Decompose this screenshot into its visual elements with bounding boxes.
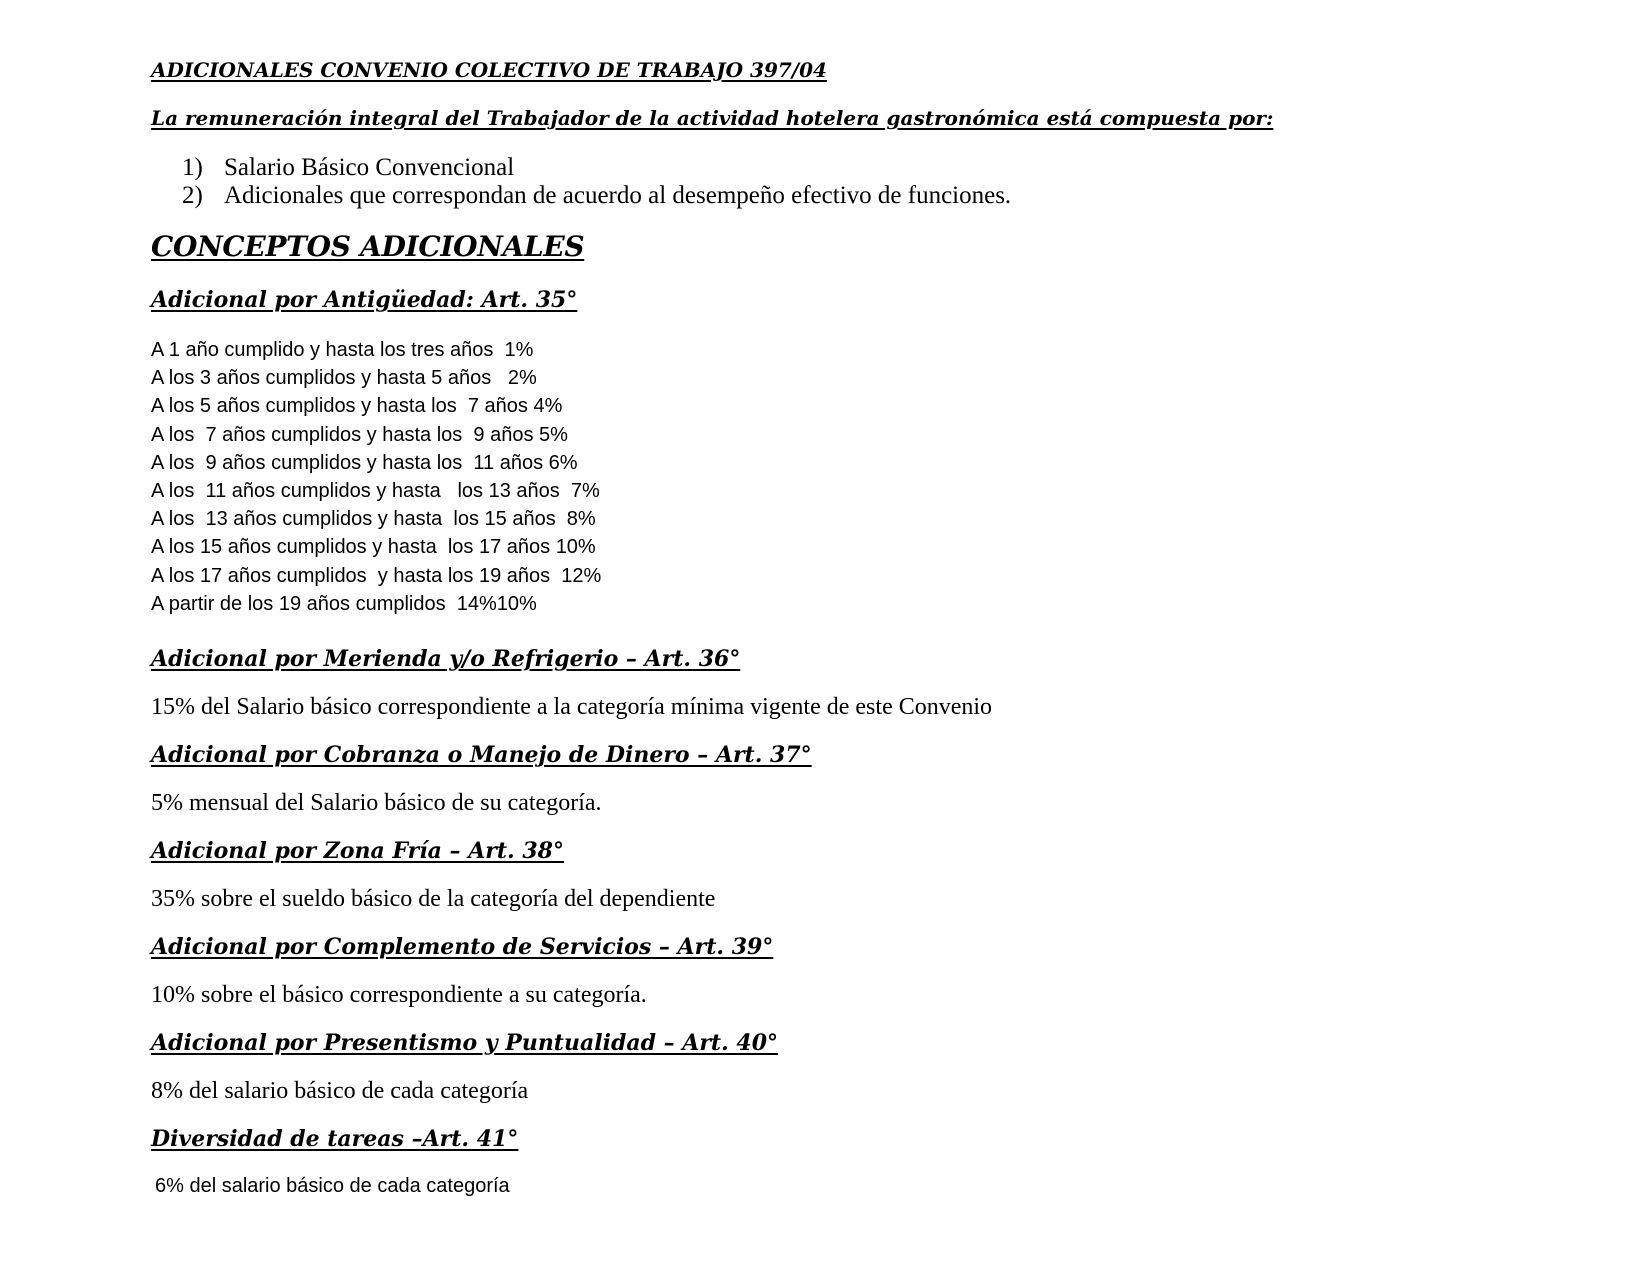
diversidad-text: 6% del salario básico de cada categoría xyxy=(155,1175,510,1197)
list-item: A 1 año cumplido y hasta los tres años 1% xyxy=(151,339,534,361)
presentismo-text: 8% del salario básico de cada categoría xyxy=(151,1078,529,1104)
merienda-text: 15% del Salario básico correspondiente a la categoría mínima vigente de este Convenio xyxy=(151,694,993,720)
diversidad-heading: Diversidad de tareas –Art. 41° xyxy=(151,1126,519,1152)
complemento-text: 10% sobre el básico correspondiente a su categoría. xyxy=(151,982,647,1008)
document-subtitle: La remuneración integral del Trabajador de la actividad hotelera gastronómica está compuesta por: xyxy=(151,106,1274,130)
antiguedad-list xyxy=(151,336,601,618)
list-item: A los 13 años cumplidos y hasta los 15 años 8% xyxy=(151,508,596,531)
list-item: A los 7 años cumplidos y hasta los 9 años 5% xyxy=(151,423,568,446)
zona-fria-text: 35% sobre el sueldo básico de la categoría del dependiente xyxy=(151,886,716,912)
list-item: A los 5 años cumplidos y hasta los 7 años 4% xyxy=(151,395,563,418)
merienda-heading: Adicional por Merienda y/o Refrigerio – Art. 36° xyxy=(151,646,741,672)
complemento-heading: Adicional por Complemento de Servicios – Art. 39° xyxy=(151,934,774,960)
presentismo-heading: Adicional por Presentismo y Puntualidad – Art. 40° xyxy=(151,1030,779,1056)
cobranza-text: 5% mensual del Salario básico de su categoría. xyxy=(151,790,602,816)
concepts-heading: CONCEPTOS ADICIONALES xyxy=(151,230,585,263)
list-item: A los 11 años cumplidos y hasta los 13 años 7% xyxy=(151,480,600,503)
list-item-number: 2) xyxy=(182,182,203,209)
document-title: ADICIONALES CONVENIO COLECTIVO DE TRABAJO 397/04 xyxy=(151,58,827,82)
cobranza-heading: Adicional por Cobranza o Manejo de Dinero – Art. 37° xyxy=(151,742,812,768)
list-item: A los 3 años cumplidos y hasta 5 años 2% xyxy=(151,367,537,390)
list-item xyxy=(182,182,1011,210)
list-item: A partir de los 19 años cumplidos 14%10% xyxy=(151,592,537,615)
list-item: A los 9 años cumplidos y hasta los 11 años 6% xyxy=(151,451,578,474)
list-item xyxy=(182,154,1011,182)
list-item-number: 1) xyxy=(182,154,203,181)
list-item: A los 15 años cumplidos y hasta los 17 años 10% xyxy=(151,536,596,559)
antiguedad-heading: Adicional por Antigüedad: Art. 35° xyxy=(151,287,578,313)
list-item: A los 17 años cumplidos y hasta los 19 años 12% xyxy=(151,564,602,587)
list-item-text: Adicionales que correspondan de acuerdo al desempeño efectivo de funciones. xyxy=(224,182,1012,209)
list-item-text: Salario Básico Convencional xyxy=(224,154,515,181)
zona-fria-heading: Adicional por Zona Fría – Art. 38° xyxy=(151,838,564,864)
components-list xyxy=(182,154,1011,210)
